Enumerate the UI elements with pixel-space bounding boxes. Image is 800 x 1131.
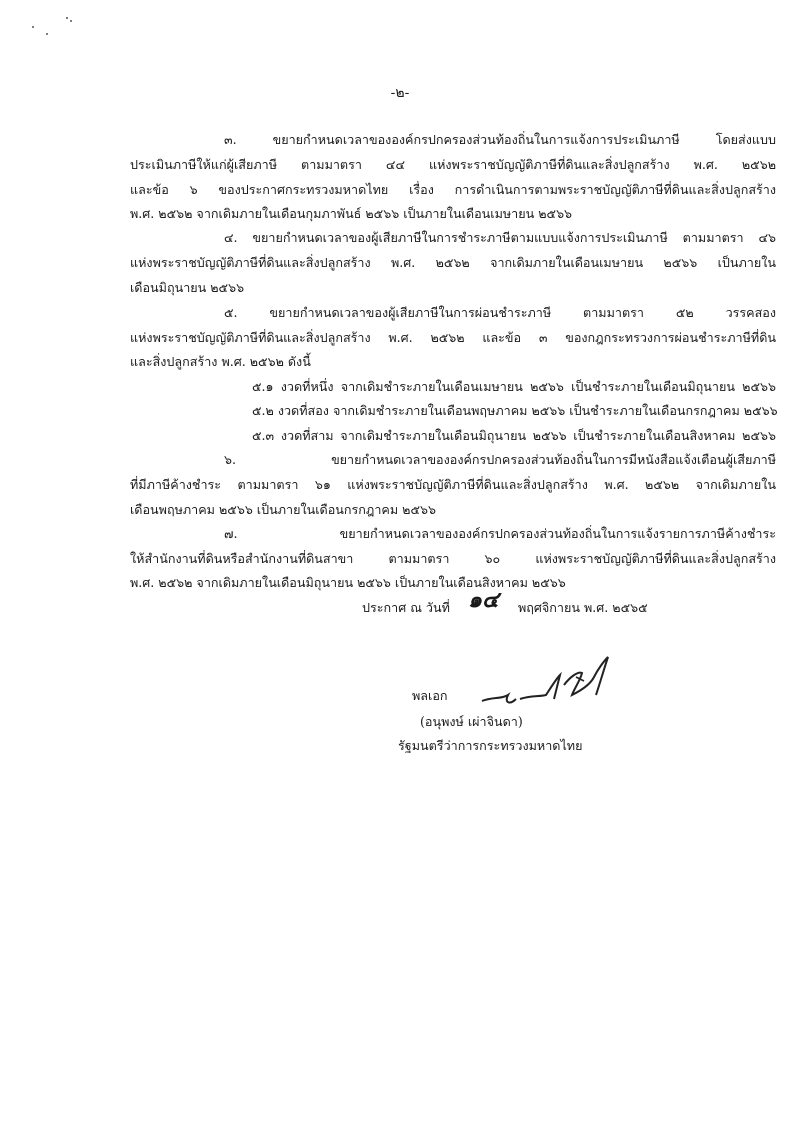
paragraph-5-item-1: ๕.๑ งวดที่หนึ่ง จากเดิมชำระภายในเดือนเมษายน ๒๕๖๖ เป็นชำระภายในเดือนมิถุนายน ๒๕๖๖	[252, 379, 776, 394]
signature-title: รัฐมนตรีว่าการกระทรวงมหาดไทย	[398, 738, 583, 753]
announcement-month-year: พฤศจิกายน พ.ศ. ๒๕๖๕	[518, 600, 648, 615]
announcement-day: ๑๔	[468, 587, 499, 613]
paragraph-3-line-2: ประเมินภาษีให้แก่ผู้เสียภาษี ตามมาตรา ๔๔ แห่งพระราชบัญญัติภาษีที่ดินและสิ่งปลูกสร้าง พ.ศ. ๒๕๖๒	[130, 157, 776, 172]
paragraph-5-line-2: แห่งพระราชบัญญัติภาษีที่ดินและสิ่งปลูกสร้าง พ.ศ. ๒๕๖๒ และข้อ ๓ ของกฎกระทรวงการผ่อนชำระภาษีที่ดิน	[130, 330, 776, 345]
paragraph-6-line-2: ที่มีภาษีค้างชำระ ตามมาตรา ๖๑ แห่งพระราชบัญญัติภาษีที่ดินและสิ่งปลูกสร้าง พ.ศ. ๒๕๖๒ จากเดิมภายใน	[130, 477, 776, 492]
paragraph-5-line-1: ๕. ขยายกำหนดเวลาของผู้เสียภาษีในการผ่อนชำระภาษี ตามมาตรา ๕๒ วรรคสอง	[224, 305, 776, 320]
paragraph-5-item-3: ๕.๓ งวดที่สาม จากเดิมชำระภายในเดือนมิถุนายน ๒๕๖๖ เป็นชำระภายในเดือนสิงหาคม ๒๕๖๖	[252, 428, 776, 443]
signature-name: (อนุพงษ์ เผ่าจินดา)	[420, 714, 523, 729]
signature-rank: พลเอก	[412, 688, 448, 703]
paragraph-6-line-1: ๖. ขยายกำหนดเวลาขององค์กรปกครองส่วนท้องถิ่นในการมีหนังสือแจ้งเตือนผู้เสียภาษี	[224, 452, 776, 467]
page-number: -๒-	[390, 85, 410, 101]
paragraph-4-line-3: เดือนมิถุนายน ๒๕๖๖	[130, 280, 245, 295]
paragraph-7-line-1: ๗. ขยายกำหนดเวลาขององค์กรปกครองส่วนท้องถิ่นในการแจ้งรายการภาษีค้างชำระ	[224, 526, 776, 541]
announcement-prefix: ประกาศ ณ วันที่	[362, 600, 450, 615]
paragraph-3-line-4: พ.ศ. ๒๕๖๒ จากเดิมภายในเดือนกุมภาพันธ์ ๒๕๖๖ เป็นภายในเดือนเมษายน ๒๕๖๖	[130, 206, 573, 221]
paragraph-3-line-1: ๓. ขยายกำหนดเวลาขององค์กรปกครองส่วนท้องถิ่นในการแจ้งการประเมินภาษี โดยส่งแบบ	[224, 132, 776, 147]
handwritten-signature	[480, 655, 620, 715]
paragraph-4-line-1: ๔. ขยายกำหนดเวลาของผู้เสียภาษีในการชำระภาษีตามแบบแจ้งการประเมินภาษี ตามมาตรา ๔๖	[224, 230, 776, 245]
paragraph-5-line-3: และสิ่งปลูกสร้าง พ.ศ. ๒๕๖๒ ดังนี้	[130, 354, 311, 369]
paragraph-4-line-2: แห่งพระราชบัญญัติภาษีที่ดินและสิ่งปลูกสร้าง พ.ศ. ๒๕๖๒ จากเดิมภายในเดือนเมษายน ๒๕๖๖ เป็นภายใน	[130, 255, 776, 270]
paragraph-7-line-3: พ.ศ. ๒๕๖๒ จากเดิมภายในเดือนมิถุนายน ๒๕๖๖ เป็นภายในเดือนสิงหาคม ๒๕๖๖	[130, 575, 566, 590]
paragraph-5-item-2: ๕.๒ งวดที่สอง จากเดิมชำระภายในเดือนพฤษภาคม ๒๕๖๖ เป็นชำระภายในเดือนกรกฎาคม ๒๕๖๖	[252, 403, 778, 418]
paragraph-6-line-3: เดือนพฤษภาคม ๒๕๖๖ เป็นภายในเดือนกรกฎาคม ๒๕๖๖	[130, 502, 436, 517]
paragraph-7-line-2: ให้สำนักงานที่ดินหรือสำนักงานที่ดินสาขา ตามมาตรา ๖๐ แห่งพระราชบัญญัติภาษีที่ดินและสิ่งปลูกสร้าง	[130, 551, 776, 566]
paragraph-3-line-3: และข้อ ๖ ของประกาศกระทรวงมหาดไทย เรื่อง การดำเนินการตามพระราชบัญญัติภาษีที่ดินและสิ่งปลูกสร้าง	[130, 182, 776, 197]
